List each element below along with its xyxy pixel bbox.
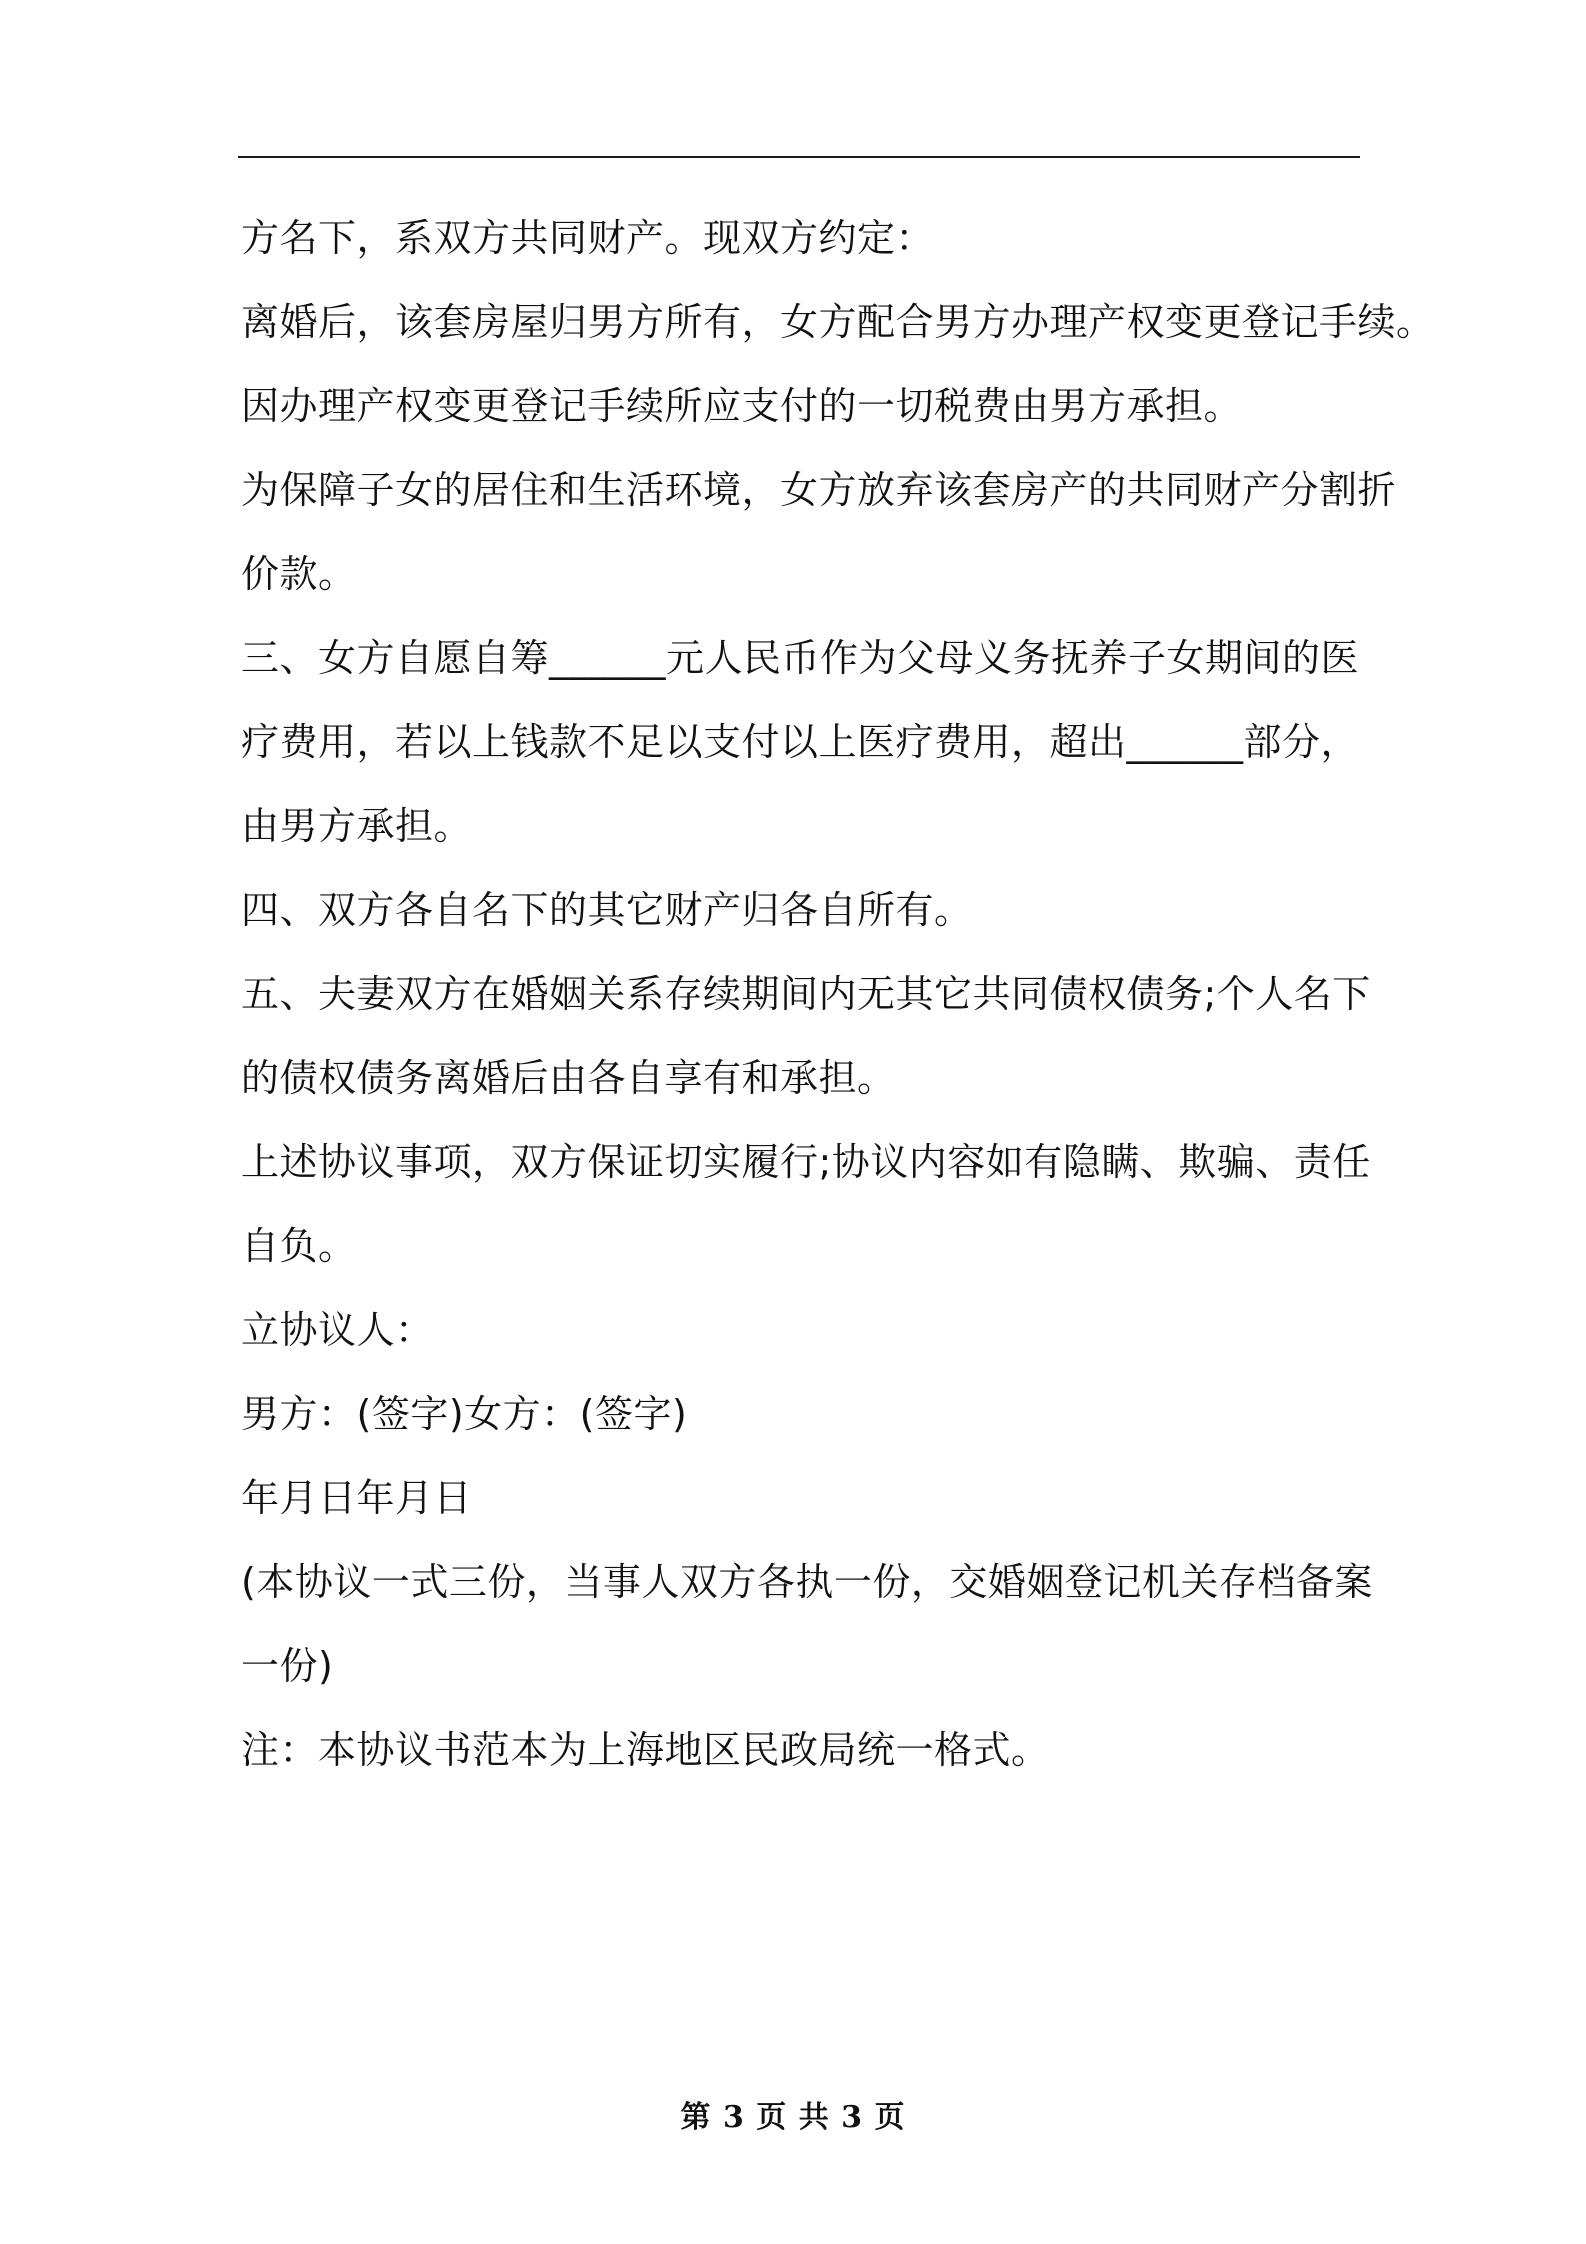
body-line: 方名下，系双方共同财产。现双方约定： (241, 216, 935, 260)
body-line: 立协议人： (241, 1308, 434, 1352)
agreement-body (241, 196, 1435, 1792)
body-line: 一份) (241, 1644, 334, 1688)
body-line: 为保障子女的居住和生活环境，女方放弃该套房产的共同财产分割折 (241, 468, 1397, 512)
body-line: 离婚后，该套房屋归男方所有，女方配合男方办理产权变更登记手续。 (241, 300, 1435, 344)
body-line: 由男方承担。 (241, 804, 473, 848)
body-line: 四、双方各自名下的其它财产归各自所有。 (241, 888, 973, 932)
body-line: 五、夫妻双方在婚姻关系存续期间内无其它共同债权债务;个人名下 (241, 972, 1371, 1016)
body-line: 的债权债务离婚后由各自享有和承担。 (241, 1056, 896, 1100)
body-line: 注：本协议书范本为上海地区民政局统一格式。 (241, 1728, 1050, 1772)
body-line: 因办理产权变更登记手续所应支付的一切税费由男方承担。 (241, 384, 1243, 428)
body-line: 男方：(签字)女方：(签字) (241, 1392, 688, 1436)
body-line: 疗费用，若以上钱款不足以支付以上医疗费用，超出______部分， (241, 720, 1360, 764)
body-line: 上述协议事项，双方保证切实履行;协议内容如有隐瞒、欺骗、责任 (241, 1140, 1371, 1184)
body-line: 价款。 (241, 552, 357, 596)
header-rule (238, 156, 1360, 158)
body-line: (本协议一式三份，当事人双方各执一份，交婚姻登记机关存档备案 (241, 1560, 1373, 1604)
body-line: 年月日年月日 (241, 1476, 473, 1520)
body-line: 三、女方自愿自筹______元人民币作为父母义务抚养子女期间的医 (241, 636, 1360, 680)
page-number-footer: 第 3 页 共 3 页 (680, 2100, 906, 2135)
body-line: 自负。 (241, 1224, 357, 1268)
